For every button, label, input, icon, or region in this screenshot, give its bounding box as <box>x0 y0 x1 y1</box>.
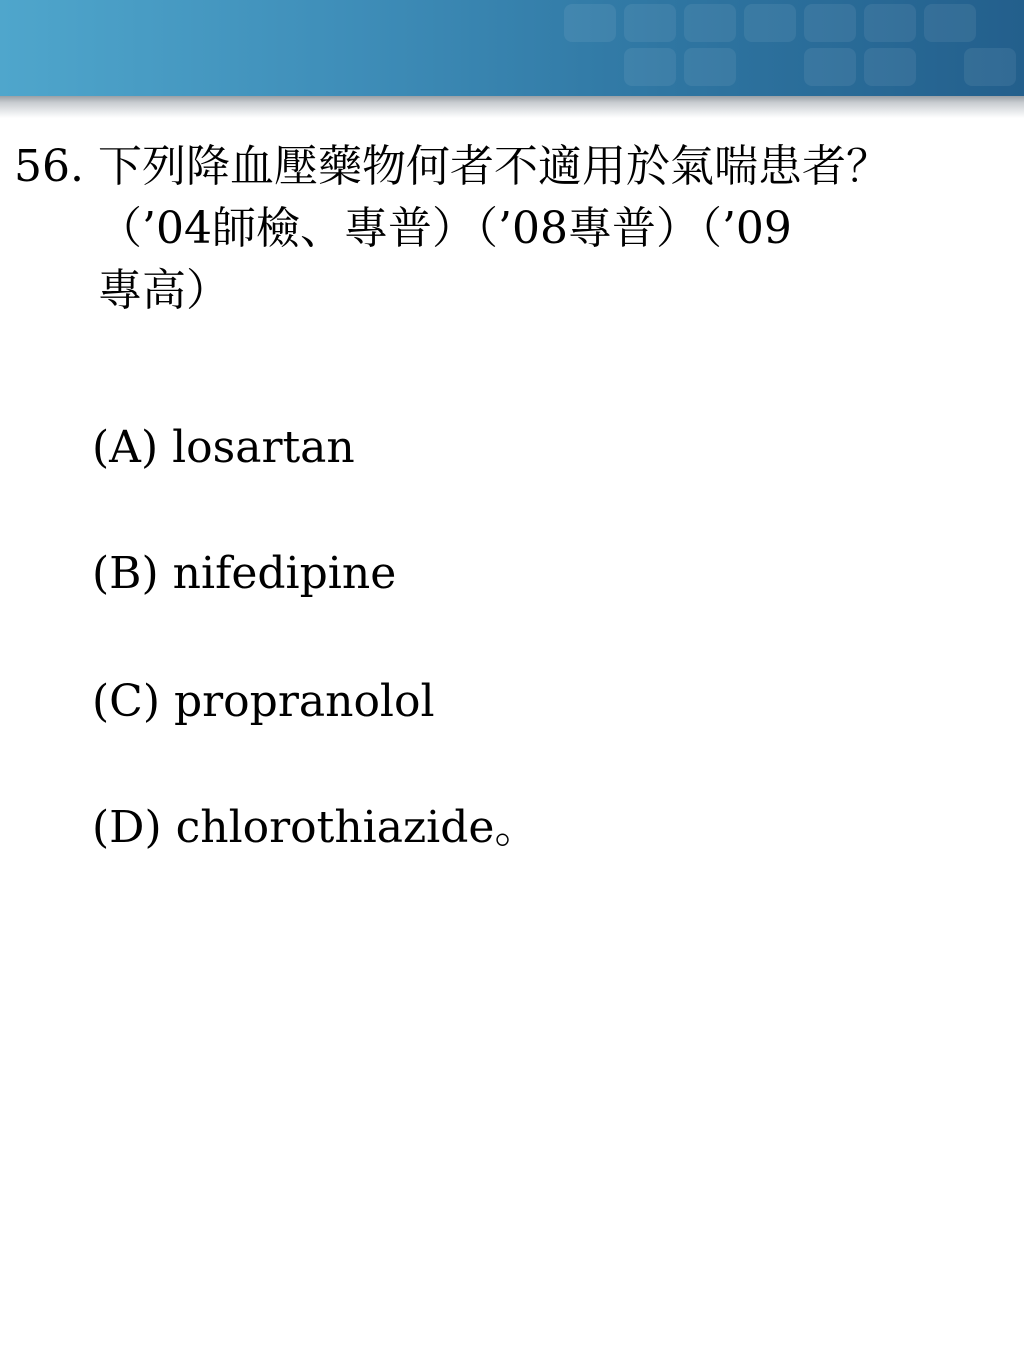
question-number: 56. <box>14 141 84 192</box>
question-source-line-2: 專高） <box>98 265 230 316</box>
header-banner <box>0 0 1024 96</box>
option-b: (B) nifedipine <box>92 548 397 599</box>
question-source-line: （’04師檢、專普）（’08專普）（’09 <box>98 203 792 254</box>
header-tile-pattern <box>504 0 1024 96</box>
header-divider-shadow <box>0 96 1024 118</box>
question-text: 下列降血壓藥物何者不適用於氣喘患者？ <box>98 141 890 192</box>
option-c: (C) propranolol <box>92 676 435 727</box>
option-d: (D) chlorothiazide。 <box>92 802 539 853</box>
option-a: (A) losartan <box>92 422 355 473</box>
question-block <box>14 136 1024 322</box>
question-line-1 <box>14 136 1024 198</box>
